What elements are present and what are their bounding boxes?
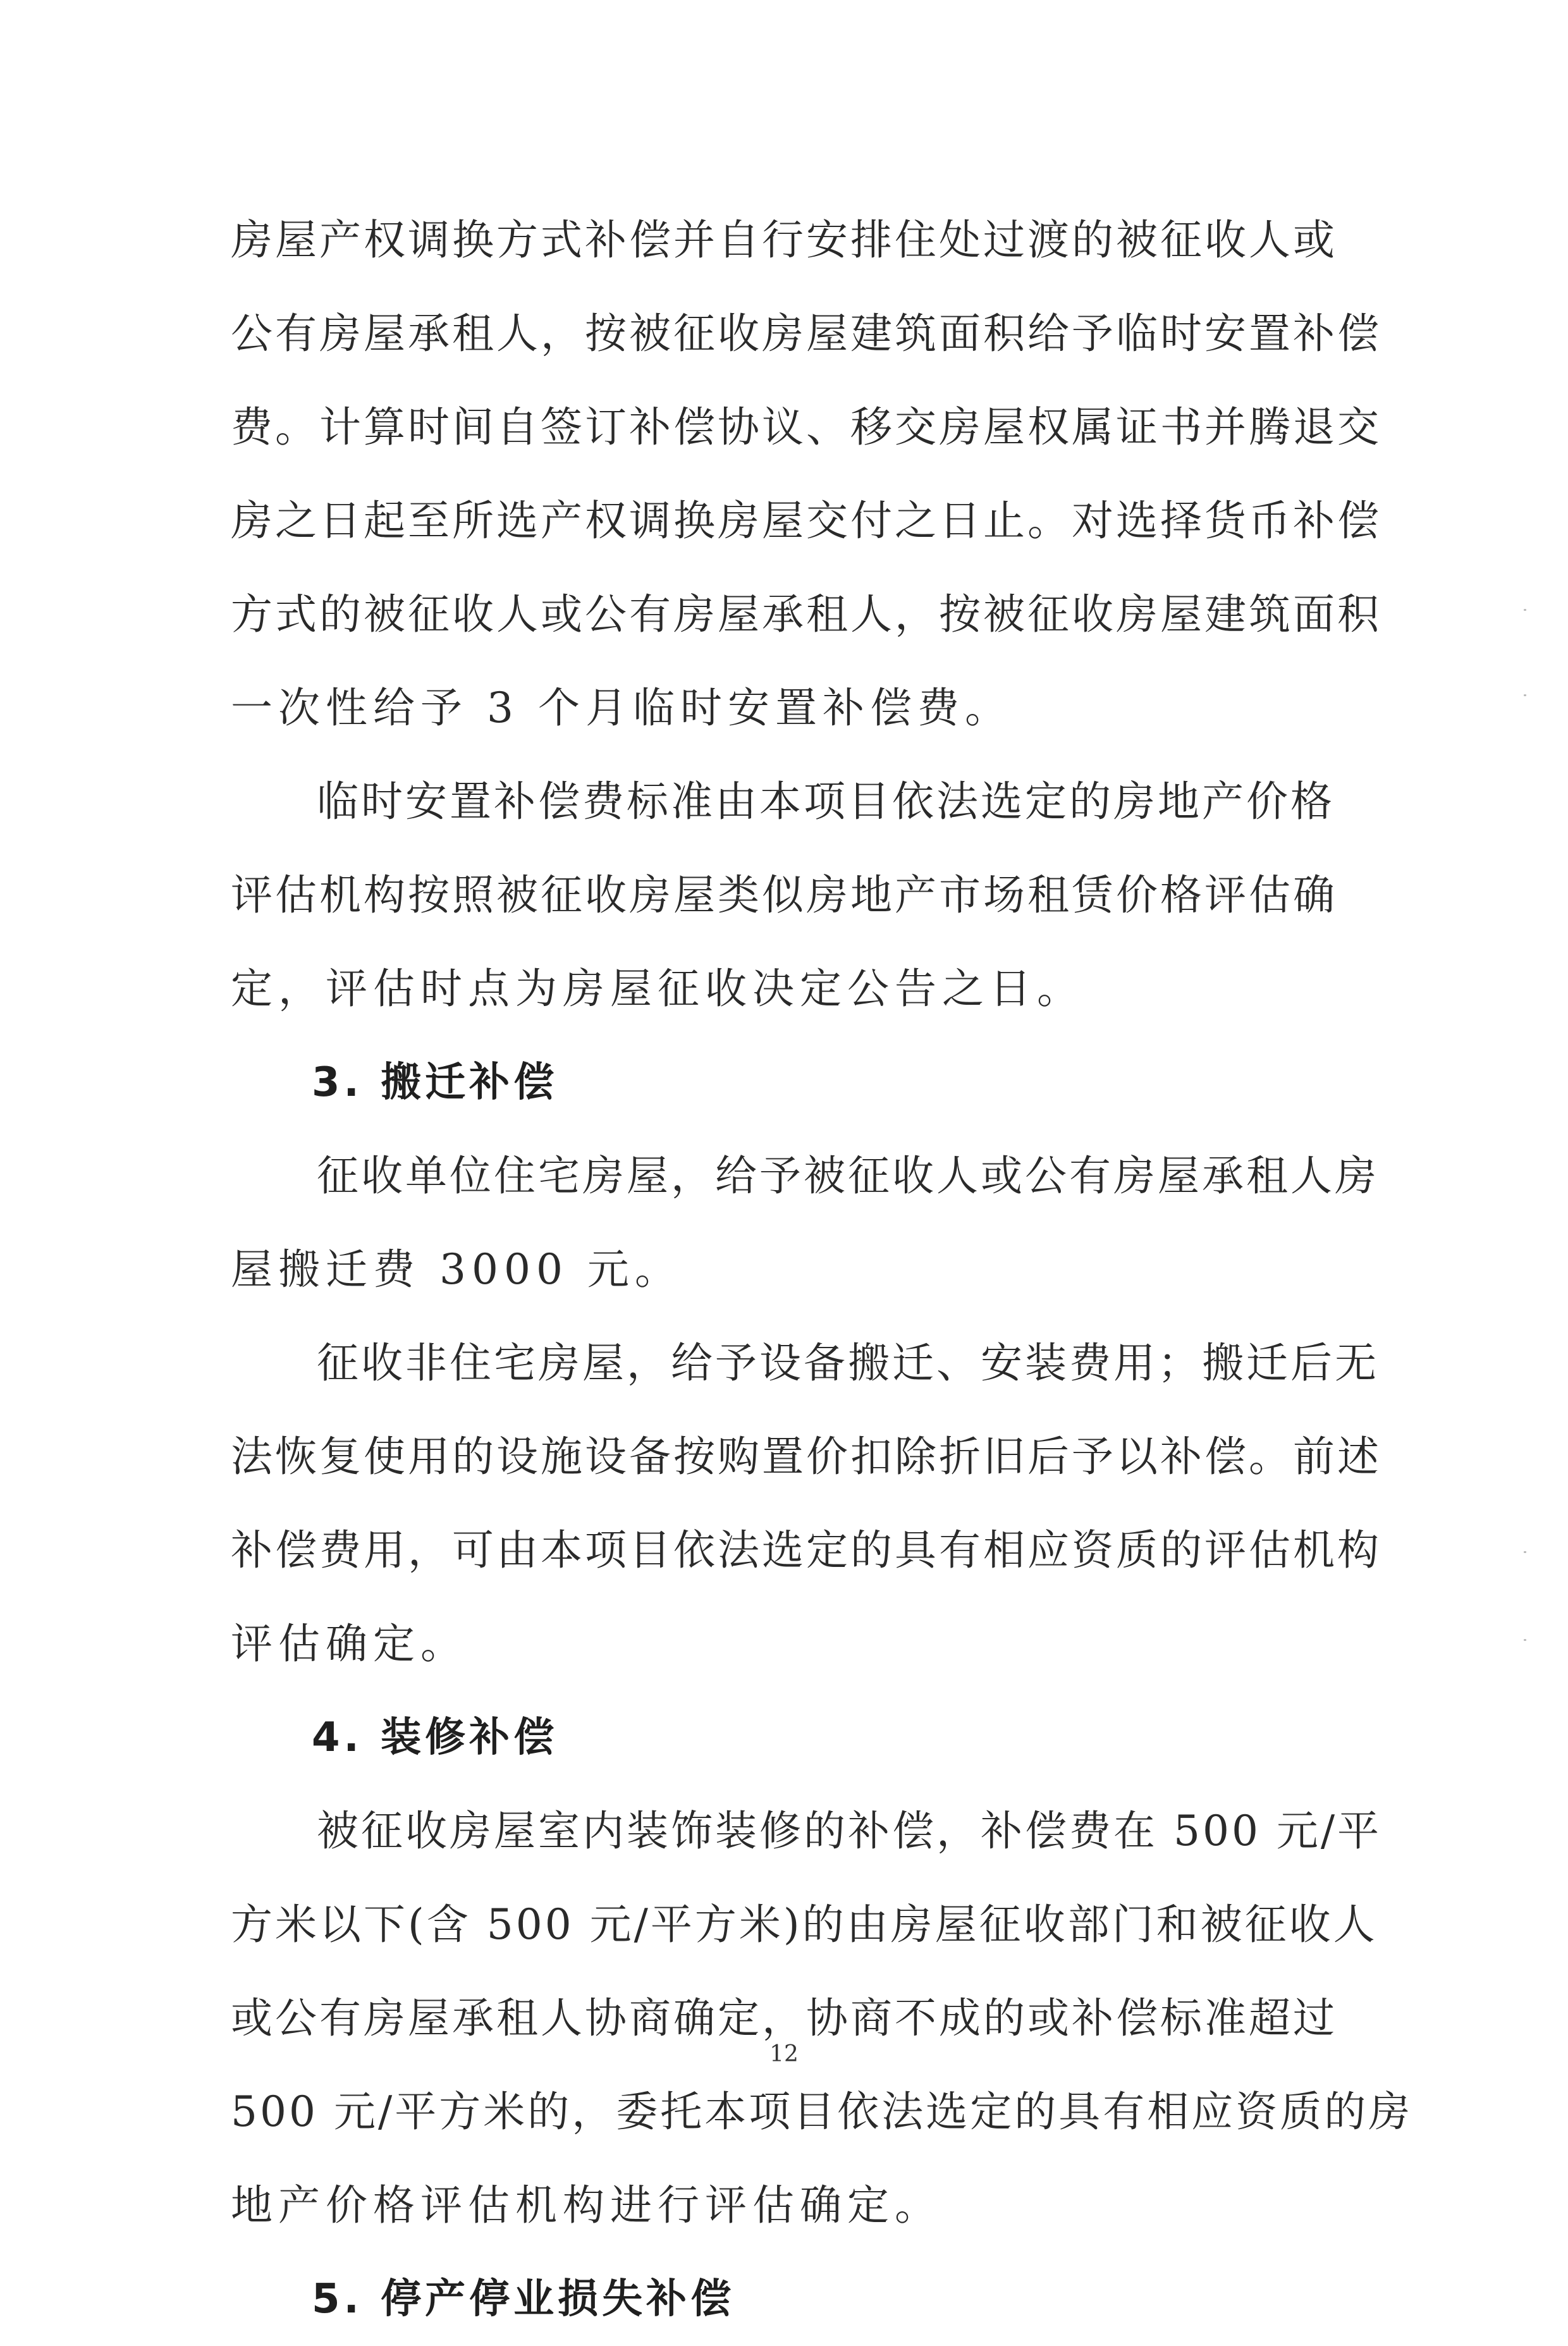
- body-line: 费。计算时间自签订补偿协议、移交房屋权属证书并腾退交: [231, 403, 1381, 451]
- scan-speck: [1524, 1639, 1526, 1641]
- body-line: 方米以下(含 500 元/平方米)的由房屋征收部门和被征收人: [231, 1900, 1378, 1949]
- page-number: 12: [769, 2041, 799, 2067]
- section-heading-business-loss: 5. 停产停业损失补偿: [312, 2276, 735, 2323]
- document-body: [231, 193, 1413, 2346]
- body-line: 房之日起至所选产权调换房屋交付之日止。对选择货币补偿: [231, 496, 1381, 545]
- body-line: 地产价格评估机构进行评估确定。: [231, 2181, 942, 2230]
- body-line: 法恢复使用的设施设备按购置价扣除折旧后予以补偿。前述: [231, 1432, 1381, 1481]
- body-line: 被征收房屋室内装饰装修的补偿，补偿费在 500 元/平: [317, 1807, 1382, 1855]
- body-line: 或公有房屋承租人协商确定，协商不成的或补偿标准超过: [231, 1994, 1337, 2042]
- body-line: 征收单位住宅房屋，给予被征收人或公有房屋承租人房: [317, 1152, 1379, 1200]
- section-heading-relocation: 3. 搬迁补偿: [312, 1059, 558, 1106]
- body-line: 评估确定。: [231, 1619, 468, 1668]
- body-line: 一次性给予 3 个月临时安置补偿费。: [231, 684, 1012, 732]
- body-line: 临时安置补偿费标准由本项目依法选定的房地产价格: [317, 777, 1335, 826]
- body-line: 公有房屋承租人，按被征收房屋建筑面积给予临时安置补偿: [231, 309, 1381, 358]
- body-line: 500 元/平方米的，委托本项目依法选定的具有相应资质的房: [231, 2087, 1413, 2136]
- scan-speck: [1524, 1551, 1526, 1553]
- body-line: 房屋产权调换方式补偿并自行安排住处过渡的被征收人或: [231, 216, 1337, 264]
- scan-speck: [1524, 609, 1526, 611]
- body-line: 评估机构按照被征收房屋类似房地产市场租赁价格评估确: [231, 871, 1337, 919]
- body-line: 征收非住宅房屋，给予设备搬迁、安装费用；搬迁后无: [317, 1339, 1379, 1387]
- body-line: 定，评估时点为房屋征收决定公告之日。: [231, 964, 1084, 1013]
- scan-speck: [1524, 694, 1526, 696]
- section-heading-decoration: 4. 装修补偿: [312, 1714, 558, 1761]
- body-line: 方式的被征收人或公有房屋承租人，按被征收房屋建筑面积: [231, 590, 1381, 639]
- body-line: 补偿费用，可由本项目依法选定的具有相应资质的评估机构: [231, 1526, 1381, 1575]
- body-line: 屋搬迁费 3000 元。: [231, 1245, 682, 1294]
